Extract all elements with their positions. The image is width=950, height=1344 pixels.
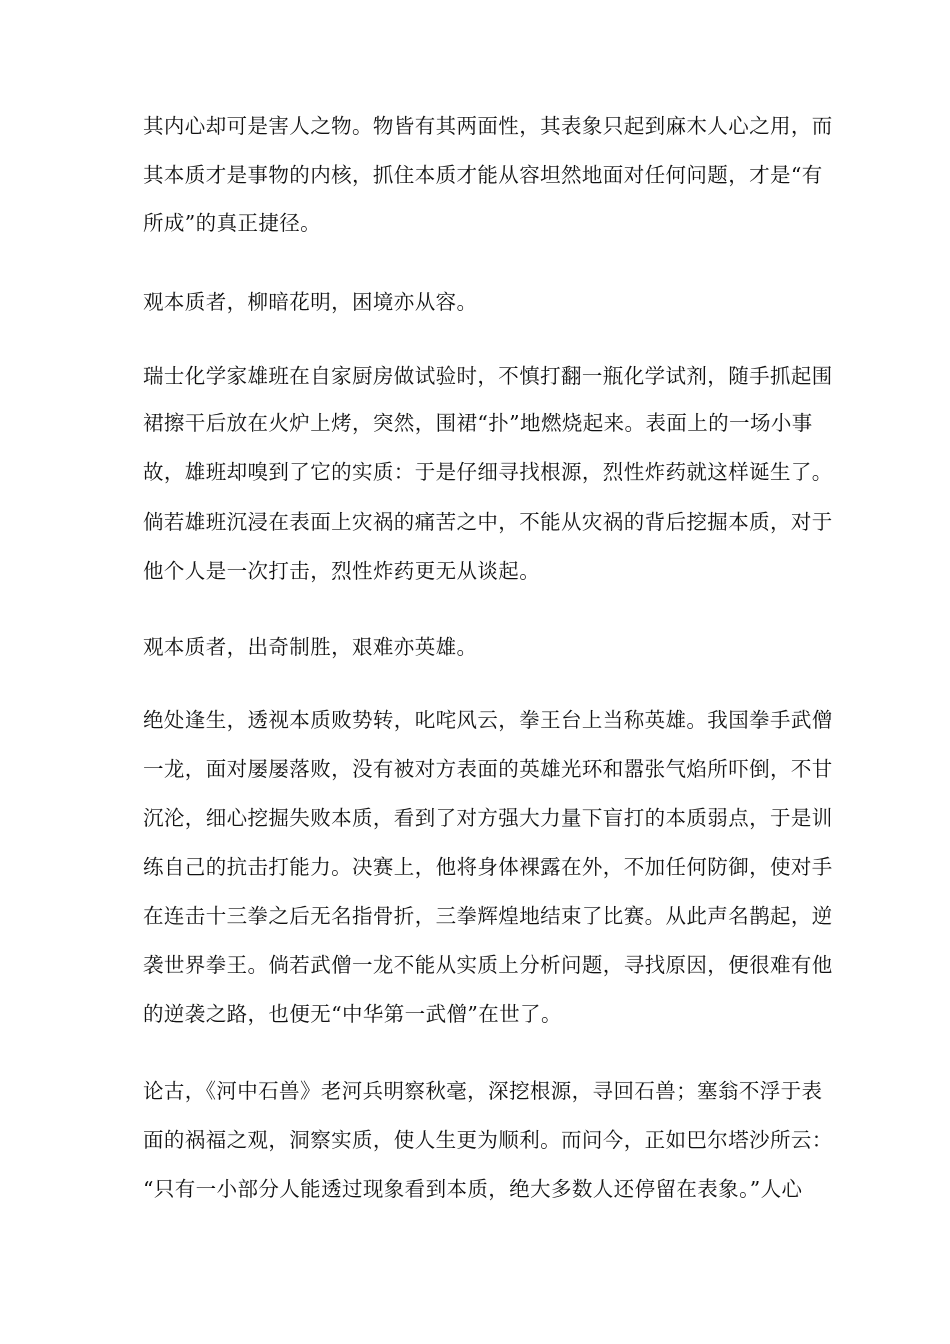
paragraph-3-line-3: 故，雄班却嗅到了它的实质：于是仔细寻找根源，烈性炸药就这样诞生了。 <box>143 460 833 484</box>
paragraph-1-line-1: 其内心却可是害人之物。物皆有其两面性，其表象只起到麻木人心之用，而 <box>143 114 833 138</box>
paragraph-3-line-2: 裙擦干后放在火炉上烤，突然，围裙“扑”地燃烧起来。表面上的一场小事 <box>143 411 813 435</box>
paragraph-1-line-3: 所成”的真正捷径。 <box>143 211 322 235</box>
paragraph-5-line-5: 在连击十三拳之后无名指骨折，三拳辉煌地结束了比赛。从此声名鹊起，逆 <box>143 904 833 928</box>
paragraph-1-line-2: 其本质才是事物的内核，抓住本质才能从容坦然地面对任何问题，才是“有 <box>143 163 823 187</box>
section-heading-1: 观本质者，柳暗花明，困境亦从容。 <box>143 290 478 314</box>
paragraph-3-line-1: 瑞士化学家雄班在自家厨房做试验时，不慎打翻一瓶化学试剂，随手抓起围 <box>143 364 833 388</box>
paragraph-3-line-5: 他个人是一次打击，烈性炸药更无从谈起。 <box>143 559 541 583</box>
paragraph-3-line-4: 倘若雄班沉浸在表面上灾祸的痛苦之中，不能从灾祸的背后挖掘本质，对于 <box>143 510 833 534</box>
paragraph-5-line-4: 练自己的抗击打能力。决赛上，他将身体裸露在外，不加任何防御，使对手 <box>143 855 833 879</box>
paragraph-6-line-3: “只有一小部分人能透过现象看到本质，绝大多数人还停留在表象。”人心 <box>143 1177 803 1201</box>
paragraph-6-line-1: 论古，《河中石兽》老河兵明察秋毫，深挖根源，寻回石兽；塞翁不浮于表 <box>143 1079 823 1103</box>
section-heading-2: 观本质者，出奇制胜，艰难亦英雄。 <box>143 635 478 659</box>
paragraph-5-line-6: 袭世界拳王。倘若武僧一龙不能从实质上分析问题，寻找原因，便很难有他 <box>143 953 833 977</box>
paragraph-6-line-2: 面的祸福之观，洞察实质，使人生更为顺利。而问今，正如巴尔塔沙所云： <box>143 1128 833 1152</box>
paragraph-5-line-1: 绝处逢生，透视本质败势转，叱咤风云，拳王台上当称英雄。我国拳手武僧 <box>143 708 833 732</box>
paragraph-5-line-2: 一龙，面对屡屡落败，没有被对方表面的英雄光环和嚣张气焰所吓倒，不甘 <box>143 757 833 781</box>
paragraph-5-line-7: 的逆袭之路，也便无“中华第一武僧”在世了。 <box>143 1002 562 1026</box>
paragraph-5-line-3: 沉沦，细心挖掘失败本质，看到了对方强大力量下盲打的本质弱点，于是训 <box>143 806 833 830</box>
